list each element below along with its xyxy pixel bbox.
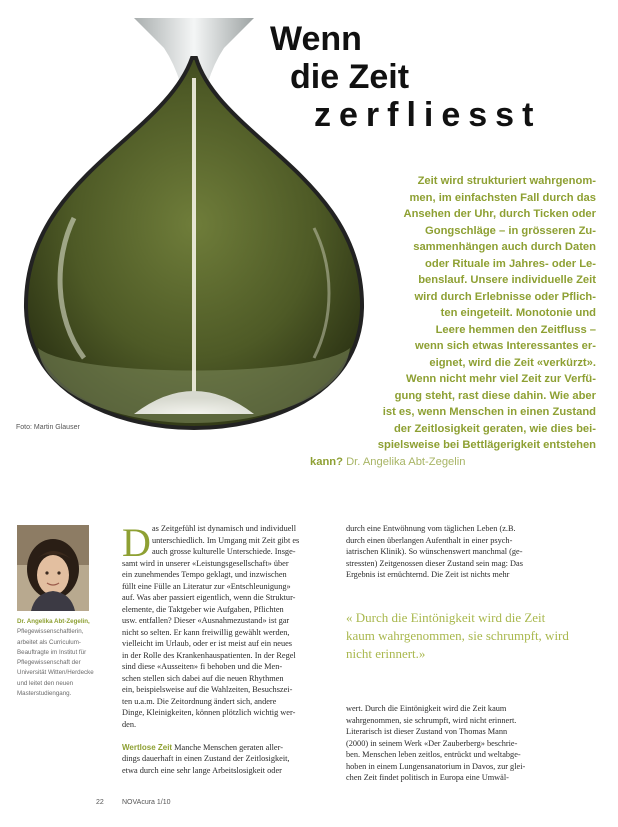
- body-line: vielleicht im Urlaub, oder er ist meist auf ein neues: [122, 639, 293, 648]
- body-line: as Zeitgefühl ist dynamisch und individuell: [152, 524, 297, 533]
- subhead-line: [122, 742, 283, 754]
- body-line: usw. entfallen? Dieser «Ausnahmezustand» ist gar: [122, 616, 290, 625]
- bio-line: Masterstudiengang.: [17, 690, 72, 698]
- body-column-2-bottom: [346, 703, 526, 784]
- bio-line: und leitet den neuen: [17, 679, 74, 687]
- body-line: wahrgenommen, sie schrumpft, wird nicht erinnert.: [346, 715, 517, 725]
- body-line: ein, beispielsweise auf die Wahlzeiten, Besuchszei-: [122, 685, 293, 694]
- body-line: füllt eine Fülle an Literatur zur «Entschleunigung»: [122, 581, 291, 591]
- lead-line: ten eingeteilt. Monotonie und: [440, 307, 596, 319]
- bio-line: Pflegewissenschaftlerin,: [17, 628, 84, 636]
- body-line: durch eine Entwöhnung vom täglichen Leben (z.B.: [346, 524, 516, 533]
- subhead-text: Manche Menschen geraten aller-: [174, 742, 283, 752]
- body-line: auch grosse kulturelle Unterschiede. Insge-: [152, 547, 296, 556]
- lead-line: Wenn nicht mehr viel Zeit zur Verfü-: [405, 373, 596, 385]
- body-line: chen Zeit findet politisch in Europa eine Umwäl-: [346, 773, 509, 782]
- lead-line: sammenhängen auch durch Daten: [413, 241, 596, 253]
- body-line: iatrischen Klinik). So wünschenswert manchmal (ge-: [346, 547, 523, 556]
- body-line: in der Rolle des Krankenhauspatienten. In der Regel: [122, 650, 296, 660]
- lead-line: men, im einfachsten Fall durch das: [409, 191, 596, 204]
- body-line: Ergebnis ist ernüchternd. Die Zeit ist nichts mehr: [346, 570, 510, 579]
- body-line: sind diese «Ausseiten» fi behoben und die Men-: [122, 662, 283, 671]
- bio-line: Beauftragte im Institut für: [17, 648, 87, 656]
- bio-name: Dr. Angelika Abt-Zegelin,: [17, 618, 90, 625]
- body-line: etwa durch eine sehr lange Arbeitslosigkeit oder: [122, 765, 282, 775]
- lead-line: Zeit wird strukturiert wahrgenom-: [417, 175, 596, 187]
- lead-line: wenn sich etwas Interessantes er-: [415, 340, 596, 352]
- pull-quote: « Durch die Eintönigkeit wird die Zeit kaum wahrgenommen, sie schrumpft, wird nicht erinnert.»: [346, 610, 569, 661]
- body-line: samt wird in unserer «Leistungsgesellschaft» über: [122, 558, 289, 568]
- body-line: hoben in einem Lungensanatorium in Davos, zur glei-: [346, 761, 526, 771]
- title-line-3: zerfliesst: [314, 96, 542, 134]
- lead-line: wird durch Erlebnisse oder Pflich-: [414, 290, 596, 303]
- lead-line: oder Rituale im Jahres- oder Le-: [425, 257, 596, 270]
- magazine-name: NOVAcura 1/10: [122, 799, 171, 806]
- body-line: Literarisch ist dieser Zustand von Thomas Mann: [346, 727, 508, 736]
- lead-line: eignet, wird die Zeit «verkürzt».: [429, 356, 596, 369]
- body-column-2-top: [346, 523, 523, 581]
- lead-line: Gongschläge – in grösseren Zu-: [425, 224, 596, 237]
- title-line-1: Wenn: [270, 20, 362, 58]
- lead-line: gung steht, rast diese dahin. Wie aber: [394, 389, 596, 402]
- body-line: Dinge, Kleinigkeiten, können plötzlich wichtig wer-: [122, 708, 296, 717]
- subhead: Wertlose Zeit: [122, 742, 173, 752]
- bio-line: arbeitet als Curriculum-: [17, 638, 81, 646]
- lead-author: Dr. Angelika Abt-Zegelin: [346, 455, 466, 468]
- body-line: den.: [122, 719, 137, 729]
- lead-line: spielsweise bei Bettlägerigkeit entstehen: [377, 439, 596, 451]
- body-line: stressten) Zeitgenossen dieser Zustand sein mag: Das: [346, 558, 523, 568]
- lead-line: der Zeitlosigkeit geraten, wie dies bei-: [393, 422, 596, 435]
- title-line-2: die Zeit: [290, 58, 410, 96]
- bio-line: Pflegewissenschaft der: [17, 659, 81, 667]
- page-number: 22: [96, 799, 104, 806]
- lead-last-word: kann?: [310, 455, 343, 468]
- photo-credit: Foto: Martin Glauser: [16, 424, 80, 431]
- body-line: dings dauerhaft in einen Zustand der Zeitlosigkeit,: [122, 754, 290, 763]
- body-line: (2000) in seinem Werk «Der Zauberberg» beschrie-: [346, 738, 518, 748]
- lead-line: ist es, wenn Menschen in einen Zustand: [382, 406, 596, 418]
- bio-line: Universität Witten/Herdecke: [17, 669, 94, 677]
- body-line: elemente, die Taktgeber wie Aufgaben, Pflichten: [122, 604, 284, 614]
- body-line: ben. Menschen leben zeitlos, entrückt und weltabge-: [346, 750, 521, 759]
- body-line: nicht so selten. Er kann freiwillig gewählt werden,: [122, 627, 290, 637]
- drop-cap: D: [122, 520, 151, 565]
- author-portrait: [17, 525, 89, 611]
- lead-line: Ansehen der Uhr, durch Ticken oder: [403, 208, 596, 220]
- lead-last-line: [310, 454, 465, 470]
- body-line: unterschiedlich. Im Umgang mit Zeit gibt es: [152, 535, 300, 545]
- body-line: ten u.a.m. Die Zeitordnung ändert sich, andere: [122, 696, 277, 706]
- body-line: auf. Was aber passiert eigentlich, wenn die Struktur-: [122, 593, 296, 602]
- body-line: durch einen überlangen Aufenthalt in einer psych-: [346, 535, 513, 545]
- body-column-1: [122, 520, 300, 776]
- lead-line: benslauf. Unsere individuelle Zeit: [418, 274, 596, 286]
- body-line: schen stellen sich dabei auf die neuen Rhythmen: [122, 673, 284, 683]
- lead-line: Leere hemmen den Zeitfluss –: [435, 323, 596, 336]
- body-line: wert. Durch die Eintönigkeit wird die Zeit kaum: [346, 704, 507, 713]
- author-bio: [17, 617, 103, 699]
- body-line: ein zunehmendes Tempo geklagt, und inzwischen: [122, 570, 287, 579]
